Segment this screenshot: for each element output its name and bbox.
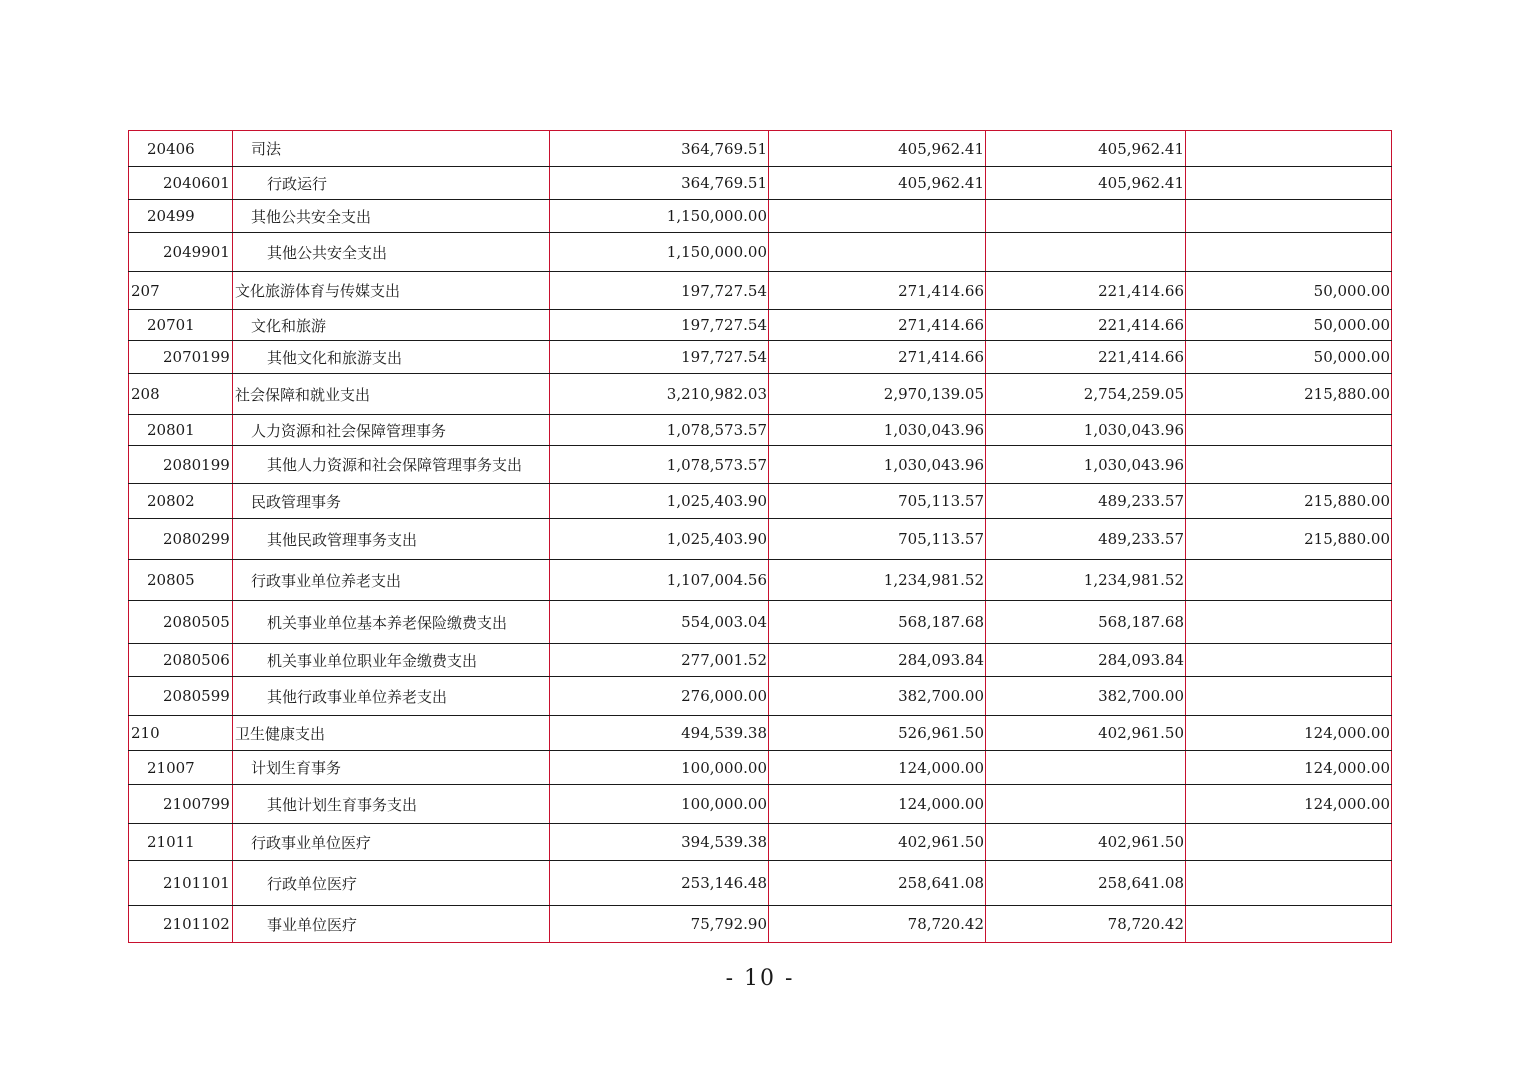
row-amount-col3-text: 2,754,259.05	[1083, 385, 1184, 403]
row-amount-col2-cell	[769, 131, 986, 167]
row-amount-col1-text: 494,539.38	[681, 724, 767, 742]
row-amount-col3-cell	[986, 484, 1186, 519]
row-amount-col3-cell	[986, 233, 1186, 272]
row-name-text: 人力资源和社会保障管理事务	[251, 421, 447, 440]
row-amount-col4-text: 50,000.00	[1313, 348, 1390, 366]
row-code-text: 20802	[147, 492, 195, 510]
row-amount-col2-text: 78,720.42	[907, 915, 984, 933]
row-code-cell	[129, 310, 233, 341]
row-amount-col1-text: 277,001.52	[681, 651, 767, 669]
row-amount-col3-text: 568,187.68	[1098, 613, 1184, 631]
row-amount-col1-cell	[550, 272, 769, 310]
row-code-text: 2080199	[163, 455, 230, 474]
row-amount-col3-text: 1,030,043.96	[1083, 455, 1184, 474]
row-amount-col4-text: 124,000.00	[1304, 795, 1390, 813]
row-amount-col2-text: 526,961.50	[898, 724, 984, 742]
row-code-cell	[129, 446, 233, 484]
row-amount-col3-text: 402,961.50	[1098, 724, 1184, 742]
table-row	[129, 310, 1392, 341]
row-code-text: 20499	[147, 207, 195, 225]
row-name-text: 社会保障和就业支出	[235, 385, 371, 404]
row-code-cell	[129, 716, 233, 751]
row-amount-col3-text: 78,720.42	[1107, 915, 1184, 933]
row-name-cell	[233, 785, 550, 824]
row-amount-col3-cell	[986, 861, 1186, 906]
table-row	[129, 167, 1392, 200]
row-code-text: 2080299	[163, 530, 230, 548]
row-amount-col2-text: 124,000.00	[898, 758, 984, 777]
row-name-text: 其他行政事业单位养老支出	[267, 687, 448, 706]
row-code-cell	[129, 484, 233, 519]
row-amount-col1-cell	[550, 861, 769, 906]
row-code-cell	[129, 644, 233, 677]
row-amount-col2-cell	[769, 751, 986, 785]
row-amount-col3-text: 402,961.50	[1098, 833, 1184, 851]
row-name-text: 其他公共安全支出	[267, 243, 388, 262]
table-row	[129, 560, 1392, 601]
table-row	[129, 785, 1392, 824]
row-amount-col1-cell	[550, 233, 769, 272]
row-name-cell	[233, 751, 550, 785]
row-amount-col3-text: 284,093.84	[1098, 651, 1184, 669]
row-amount-col3-cell	[986, 716, 1186, 751]
table-row	[129, 824, 1392, 861]
row-amount-col1-text: 1,025,403.90	[666, 530, 767, 548]
row-amount-col1-text: 1,150,000.00	[666, 243, 767, 261]
row-name-text: 其他人力资源和社会保障管理事务支出	[267, 456, 523, 474]
table-row	[129, 131, 1392, 167]
row-amount-col4-text: 50,000.00	[1313, 281, 1390, 300]
row-name-text: 行政运行	[267, 174, 328, 193]
row-amount-col4-cell	[1186, 484, 1392, 519]
row-amount-col3-text: 1,030,043.96	[1083, 421, 1184, 439]
row-code-text: 2101102	[163, 915, 230, 933]
row-amount-col1-text: 1,078,573.57	[666, 455, 767, 474]
row-amount-col1-cell	[550, 601, 769, 644]
row-code-cell	[129, 233, 233, 272]
row-amount-col4-cell	[1186, 167, 1392, 200]
row-amount-col3-cell	[986, 824, 1186, 861]
row-name-text: 其他计划生育事务支出	[267, 795, 418, 814]
row-amount-col2-cell	[769, 644, 986, 677]
row-amount-col3-cell	[986, 200, 1186, 233]
row-amount-col4-cell	[1186, 131, 1392, 167]
row-amount-col2-text: 271,414.66	[898, 316, 984, 334]
row-amount-col2-cell	[769, 272, 986, 310]
row-amount-col3-cell	[986, 751, 1186, 785]
row-code-text: 20701	[147, 316, 195, 334]
row-amount-col1-text: 253,146.48	[681, 874, 767, 892]
row-amount-col3-cell	[986, 446, 1186, 484]
row-amount-col1-cell	[550, 374, 769, 415]
row-name-text: 行政事业单位养老支出	[251, 571, 402, 590]
table-row	[129, 233, 1392, 272]
row-amount-col3-cell	[986, 785, 1186, 824]
row-amount-col4-cell	[1186, 233, 1392, 272]
row-amount-col4-cell	[1186, 446, 1392, 484]
row-amount-col2-text: 258,641.08	[898, 874, 984, 892]
row-amount-col1-text: 100,000.00	[681, 758, 767, 777]
row-amount-col1-cell	[550, 751, 769, 785]
row-amount-col3-text: 489,233.57	[1098, 530, 1184, 548]
table-row	[129, 415, 1392, 446]
row-name-cell	[233, 310, 550, 341]
row-name-text: 司法	[251, 140, 282, 158]
row-amount-col1-cell	[550, 785, 769, 824]
row-code-cell	[129, 560, 233, 601]
row-amount-col3-cell	[986, 677, 1186, 716]
table-row	[129, 519, 1392, 560]
row-amount-col1-cell	[550, 131, 769, 167]
row-amount-col1-cell	[550, 677, 769, 716]
row-amount-col3-text: 221,414.66	[1098, 348, 1184, 366]
row-amount-col2-cell	[769, 906, 986, 943]
row-code-cell	[129, 341, 233, 374]
row-amount-col2-text: 405,962.41	[898, 174, 984, 192]
row-amount-col2-text: 402,961.50	[898, 833, 984, 851]
row-amount-col1-text: 197,727.54	[681, 316, 767, 334]
row-amount-col1-cell	[550, 560, 769, 601]
table-row	[129, 484, 1392, 519]
row-amount-col2-text: 382,700.00	[898, 687, 984, 705]
row-amount-col1-cell	[550, 519, 769, 560]
row-amount-col1-cell	[550, 824, 769, 861]
row-name-text: 民政管理事务	[251, 492, 342, 511]
row-amount-col2-cell	[769, 167, 986, 200]
row-amount-col4-cell	[1186, 824, 1392, 861]
row-name-text: 其他文化和旅游支出	[267, 348, 403, 367]
row-amount-col4-text: 124,000.00	[1304, 724, 1390, 742]
row-name-text: 文化旅游体育与传媒支出	[235, 282, 401, 300]
row-amount-col4-text: 215,880.00	[1304, 385, 1390, 403]
row-name-cell	[233, 341, 550, 374]
row-amount-col1-cell	[550, 310, 769, 341]
row-amount-col1-text: 75,792.90	[690, 915, 767, 933]
row-code-cell	[129, 374, 233, 415]
row-code-text: 2070199	[163, 348, 230, 366]
row-name-cell	[233, 200, 550, 233]
row-amount-col2-text: 705,113.57	[898, 530, 984, 548]
row-amount-col1-text: 364,769.51	[681, 174, 767, 192]
row-amount-col2-text: 1,234,981.52	[883, 571, 984, 589]
row-amount-col1-cell	[550, 484, 769, 519]
table-row	[129, 374, 1392, 415]
row-name-cell	[233, 677, 550, 716]
row-amount-col4-cell	[1186, 644, 1392, 677]
row-name-cell	[233, 519, 550, 560]
row-name-cell	[233, 415, 550, 446]
row-amount-col2-cell	[769, 200, 986, 233]
row-amount-col3-cell	[986, 906, 1186, 943]
row-name-cell	[233, 167, 550, 200]
table-row	[129, 644, 1392, 677]
row-amount-col2-text: 271,414.66	[898, 281, 984, 300]
row-amount-col4-cell	[1186, 785, 1392, 824]
row-amount-col1-cell	[550, 644, 769, 677]
row-name-text: 事业单位医疗	[267, 915, 358, 934]
row-code-cell	[129, 824, 233, 861]
row-amount-col4-cell	[1186, 374, 1392, 415]
row-amount-col1-text: 1,078,573.57	[666, 421, 767, 439]
table-row	[129, 200, 1392, 233]
row-amount-col3-text: 405,962.41	[1098, 139, 1184, 158]
row-code-text: 2080506	[163, 651, 230, 669]
row-amount-col2-text: 271,414.66	[898, 348, 984, 366]
row-amount-col4-cell	[1186, 200, 1392, 233]
row-amount-col3-text: 382,700.00	[1098, 687, 1184, 705]
row-code-cell	[129, 751, 233, 785]
row-code-cell	[129, 785, 233, 824]
row-amount-col4-cell	[1186, 519, 1392, 560]
row-amount-col2-cell	[769, 310, 986, 341]
row-amount-col4-cell	[1186, 341, 1392, 374]
row-code-cell	[129, 601, 233, 644]
budget-table	[128, 130, 1392, 943]
row-amount-col4-text: 124,000.00	[1304, 758, 1390, 777]
page-number: - 10 -	[725, 966, 795, 991]
row-amount-col4-cell	[1186, 716, 1392, 751]
row-amount-col2-text: 1,030,043.96	[883, 421, 984, 439]
row-code-cell	[129, 131, 233, 167]
row-name-cell	[233, 824, 550, 861]
row-amount-col2-cell	[769, 861, 986, 906]
row-name-cell	[233, 906, 550, 943]
row-amount-col1-text: 1,107,004.56	[666, 571, 767, 589]
row-amount-col1-text: 100,000.00	[681, 795, 767, 813]
row-code-text: 2080505	[163, 613, 230, 631]
row-amount-col3-cell	[986, 601, 1186, 644]
row-amount-col2-cell	[769, 560, 986, 601]
row-amount-col3-text: 258,641.08	[1098, 874, 1184, 892]
row-amount-col4-cell	[1186, 677, 1392, 716]
row-amount-col2-cell	[769, 716, 986, 751]
table-row	[129, 272, 1392, 310]
row-amount-col3-cell	[986, 560, 1186, 601]
row-name-text: 机关事业单位基本养老保险缴费支出	[267, 613, 508, 632]
row-name-cell	[233, 233, 550, 272]
table-row	[129, 677, 1392, 716]
row-code-cell	[129, 861, 233, 906]
row-amount-col4-text: 50,000.00	[1313, 316, 1390, 334]
row-code-cell	[129, 200, 233, 233]
row-amount-col1-text: 554,003.04	[681, 613, 767, 631]
row-name-cell	[233, 644, 550, 677]
row-name-text: 机关事业单位职业年金缴费支出	[267, 651, 478, 670]
row-amount-col2-cell	[769, 601, 986, 644]
row-amount-col2-text: 124,000.00	[898, 795, 984, 813]
row-name-cell	[233, 484, 550, 519]
row-name-text: 计划生育事务	[251, 759, 342, 777]
row-name-text: 行政单位医疗	[267, 874, 358, 893]
row-amount-col3-text: 221,414.66	[1098, 316, 1184, 334]
row-amount-col2-cell	[769, 677, 986, 716]
row-amount-col2-text: 405,962.41	[898, 139, 984, 158]
row-code-text: 207	[131, 281, 160, 300]
row-code-cell	[129, 906, 233, 943]
row-amount-col1-text: 3,210,982.03	[666, 385, 767, 403]
row-name-cell	[233, 374, 550, 415]
row-name-cell	[233, 560, 550, 601]
table-body	[129, 131, 1392, 943]
row-amount-col3-cell	[986, 374, 1186, 415]
table-row	[129, 751, 1392, 785]
row-code-text: 20406	[147, 139, 195, 158]
row-amount-col2-cell	[769, 341, 986, 374]
row-name-text: 其他公共安全支出	[251, 207, 372, 226]
row-code-text: 20801	[147, 421, 195, 439]
row-amount-col1-cell	[550, 415, 769, 446]
row-amount-col4-cell	[1186, 272, 1392, 310]
row-amount-col2-cell	[769, 824, 986, 861]
row-amount-col2-cell	[769, 484, 986, 519]
row-code-text: 2080599	[163, 687, 230, 705]
row-amount-col1-text: 394,539.38	[681, 833, 767, 851]
row-code-text: 208	[131, 385, 160, 403]
row-code-text: 2049901	[163, 243, 230, 261]
row-amount-col3-cell	[986, 131, 1186, 167]
row-amount-col4-cell	[1186, 751, 1392, 785]
row-amount-col4-text: 215,880.00	[1304, 530, 1390, 548]
row-amount-col1-text: 197,727.54	[681, 281, 767, 300]
row-name-cell	[233, 601, 550, 644]
row-name-text: 其他民政管理事务支出	[267, 530, 418, 549]
row-code-text: 2040601	[163, 174, 230, 192]
row-amount-col4-cell	[1186, 560, 1392, 601]
row-amount-col3-text: 489,233.57	[1098, 492, 1184, 510]
row-amount-col3-cell	[986, 341, 1186, 374]
row-name-text: 行政事业单位医疗	[251, 833, 372, 852]
row-amount-col2-text: 568,187.68	[898, 613, 984, 631]
row-code-text: 21007	[147, 758, 195, 777]
row-code-text: 20805	[147, 571, 195, 589]
row-amount-col1-cell	[550, 200, 769, 233]
row-code-text: 210	[131, 724, 160, 742]
row-amount-col3-text: 405,962.41	[1098, 174, 1184, 192]
row-code-cell	[129, 415, 233, 446]
row-amount-col2-text: 284,093.84	[898, 651, 984, 669]
row-name-cell	[233, 861, 550, 906]
row-amount-col4-cell	[1186, 601, 1392, 644]
row-amount-col3-cell	[986, 519, 1186, 560]
row-amount-col2-text: 705,113.57	[898, 492, 984, 510]
row-amount-col3-text: 1,234,981.52	[1083, 571, 1184, 589]
row-name-text: 文化和旅游	[251, 316, 327, 335]
row-amount-col4-cell	[1186, 415, 1392, 446]
row-amount-col1-text: 1,025,403.90	[666, 492, 767, 510]
row-amount-col3-text: 221,414.66	[1098, 281, 1184, 300]
row-amount-col2-cell	[769, 785, 986, 824]
row-amount-col1-text: 197,727.54	[681, 348, 767, 366]
row-name-cell	[233, 716, 550, 751]
table-row	[129, 861, 1392, 906]
row-name-text: 卫生健康支出	[235, 724, 326, 743]
row-amount-col2-cell	[769, 233, 986, 272]
row-amount-col3-cell	[986, 415, 1186, 446]
row-amount-col2-cell	[769, 519, 986, 560]
row-amount-col2-cell	[769, 374, 986, 415]
row-code-cell	[129, 677, 233, 716]
table-row	[129, 601, 1392, 644]
row-amount-col1-cell	[550, 716, 769, 751]
row-code-cell	[129, 272, 233, 310]
row-amount-col4-cell	[1186, 310, 1392, 341]
row-name-cell	[233, 272, 550, 310]
row-code-text: 2101101	[163, 874, 230, 892]
row-amount-col1-cell	[550, 446, 769, 484]
row-amount-col3-cell	[986, 167, 1186, 200]
row-amount-col2-text: 1,030,043.96	[883, 455, 984, 474]
row-amount-col3-cell	[986, 272, 1186, 310]
row-amount-col1-text: 276,000.00	[681, 687, 767, 705]
table-row	[129, 906, 1392, 943]
table-row	[129, 446, 1392, 484]
row-code-cell	[129, 519, 233, 560]
budget-table-container	[128, 130, 1392, 943]
row-amount-col4-cell	[1186, 906, 1392, 943]
table-row	[129, 341, 1392, 374]
row-code-text: 21011	[147, 833, 195, 851]
row-amount-col1-cell	[550, 906, 769, 943]
row-amount-col2-cell	[769, 415, 986, 446]
row-amount-col3-cell	[986, 310, 1186, 341]
row-amount-col2-text: 2,970,139.05	[883, 385, 984, 403]
row-amount-col1-cell	[550, 167, 769, 200]
table-row	[129, 716, 1392, 751]
row-code-text: 2100799	[163, 795, 230, 813]
row-amount-col4-cell	[1186, 861, 1392, 906]
row-amount-col2-cell	[769, 446, 986, 484]
row-amount-col1-text: 1,150,000.00	[666, 207, 767, 225]
row-amount-col4-text: 215,880.00	[1304, 492, 1390, 510]
row-code-cell	[129, 167, 233, 200]
row-name-cell	[233, 446, 550, 484]
row-amount-col1-text: 364,769.51	[681, 139, 767, 158]
row-amount-col3-cell	[986, 644, 1186, 677]
row-amount-col1-cell	[550, 341, 769, 374]
row-name-cell	[233, 131, 550, 167]
